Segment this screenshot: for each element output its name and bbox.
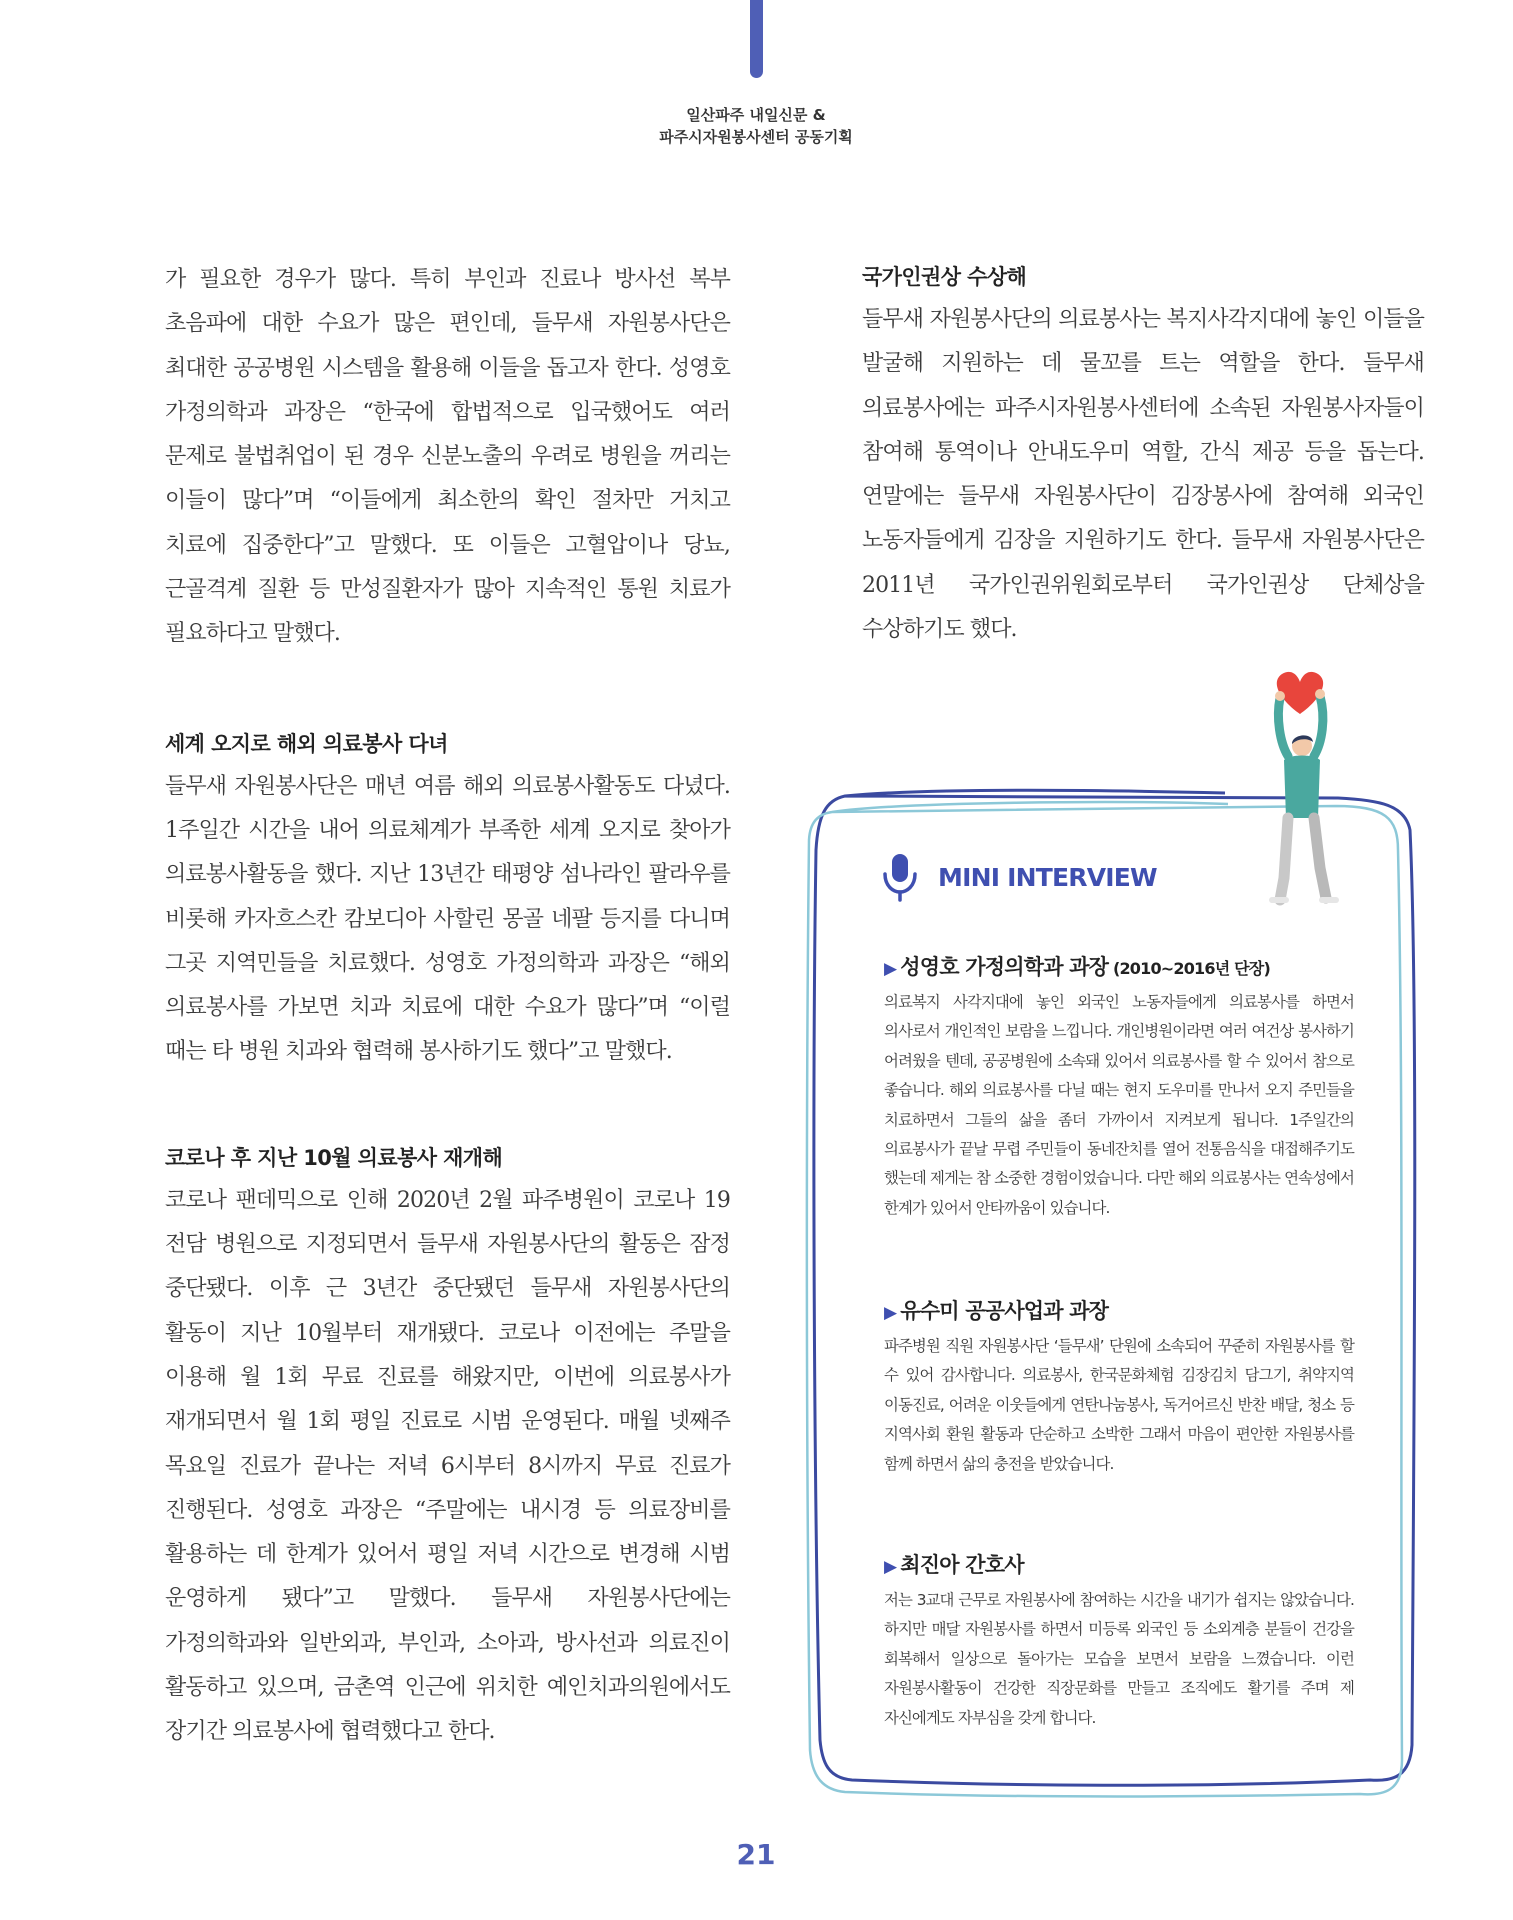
mini-interview-heading: MINI INTERVIEW: [938, 862, 1157, 892]
section-paragraph-resume: 코로나 팬데믹으로 인해 2020년 2월 파주병원이 코로나 19 전담 병원으로 지정되면서 들무새 자원봉사단의 활동은 잠정 중단됐다. 이후 근 3년간 중단됐던 들무새 자원봉사단의 활동이 지난 10월부터 재개됐다. 코로나 이전에는 주말을 이용해 월 1회 무료 진료를 해왔지만, 이번에 의료봉사가 재개되면서 월 1회 평일 진료로 시범 운영된다. 매월 넷째주 목요일 진료가 끝나는 저녁 6시부터 8시까지 무료 진료가 진행된다. 성영호 과장은 “주말에는 내시경 등 의료장비를 활용하는 데 한계가 있어서 평일 저녁 시간으로 변경해 시범 운영하게 됐다”고 말했다. 들무새 자원봉사단에는 가정의학과와 일반외과, 부인과, 소아과, 방사선과 의료진이 활동하고 있으며, 금촌역 인근에 위치한 예인치과의원에서도 장기간 의료봉사에 협력했다고 한다.: [165, 1187, 730, 1745]
interviewee-term: (2010~2016년 단장): [1108, 959, 1270, 978]
mini-interview-title: [880, 852, 1157, 902]
triangle-marker-icon: ▶: [884, 1303, 897, 1323]
interviewee-name-role: 최진아 간호사: [900, 1553, 1024, 1577]
section-heading-overseas: 세계 오지로 해외 의료봉사 다녀: [165, 731, 448, 756]
triangle-marker-icon: ▶: [884, 1557, 897, 1577]
interview-entry-2: [884, 1296, 1354, 1479]
section-paragraph-award: 들무새 자원봉사단의 의료봉사는 복지사각지대에 놓인 이들을 발굴해 지원하는 데 물꼬를 트는 역할을 한다. 들무새 의료봉사에는 파주시자원봉사센터에 소속된 자원봉사자들이 참여해 통역이나 안내도우미 역할, 간식 제공 등을 돕는다. 연말에는 들무새 자원봉사단이 김장봉사에 참여해 외국인 노동자들에게 김장을 지원하기도 한다. 들무새 자원봉사단은 2011년 국가인권위원회로부터 국가인권상 단체상을 수상하기도 했다.: [862, 307, 1424, 643]
triangle-marker-icon: ▶: [884, 959, 897, 979]
interview-answer: 파주병원 직원 자원봉사단 ‘들무새’ 단원에 소속되어 꾸준히 자원봉사를 할 수 있어 감사합니다. 의료봉사, 한국문화체험 김장김치 담그기, 취약지역 이동진료, 어려운 이웃들에게 연탄나눔봉사, 독거어르신 반찬 배달, 청소 등 지역사회 환원 활동과 단순하고 소박한 그래서 마음이 편안한 자원봉사를 함께 하면서 삶의 충전을 받았습니다.: [884, 1337, 1354, 1473]
person-holding-heart-icon: [1240, 668, 1360, 908]
top-accent-bar: [750, 0, 763, 78]
section-heading-resume: 코로나 후 지난 10월 의료봉사 재개해: [165, 1145, 503, 1170]
interview-entry-3: [884, 1550, 1354, 1733]
intro-paragraph: 가 필요한 경우가 많다. 특히 부인과 진료나 방사선 복부 초음파에 대한 수요가 많은 편인데, 들무새 자원봉사단은 최대한 공공병원 시스템을 활용해 이들을 돕고자 한다. 성영호 가정의학과 과장은 “한국에 합법적으로 입국했어도 여러 문제로 불법취업이 된 경우 신분노출의 우려로 병원을 꺼리는 이들이 많다”며 “이들에게 최소한의 확인 절차만 거치고 치료에 집중한다”고 말했다. 또 이들은 고혈압이나 당뇨, 근골격계 질환 등 만성질환자가 많아 지속적인 통원 치료가 필요하다고 말했다.: [165, 267, 730, 647]
interviewee-name-role: 성영호 가정의학과 과장: [900, 955, 1109, 979]
page-header: [556, 104, 956, 148]
left-column: [165, 258, 730, 1755]
header-line-2: 파주시자원봉사센터 공동기획: [659, 128, 853, 146]
interview-answer: 의료복지 사각지대에 놓인 외국인 노동자들에게 의료봉사를 하면서 의사로서 개인적인 보람을 느낍니다. 개인병원이라면 여러 여건상 봉사하기 어려웠을 텐데, 공공병원에 소속돼 있어서 의료봉사를 할 수 있어서 참으로 좋습니다. 해외 의료봉사를 다닐 때는 현지 도우미를 만나서 오지 주민들을 치료하면서 그들의 삶을 좀더 가까이서 지켜보게 됩니다. 1주일간의 의료봉사가 끝날 무렵 주민들이 동네잔치를 열어 전통음식을 대접해주기도 했는데 제게는 참 소중한 경험이었습니다. 다만 해외 의료봉사는 연속성에서 한계가 있어서 안타까움이 있습니다.: [884, 993, 1354, 1217]
interviewee-name-role: 유수미 공공사업과 과장: [900, 1299, 1109, 1323]
section-heading-award: 국가인권상 수상해: [862, 265, 1027, 289]
interview-answer: 저는 3교대 근무로 자원봉사에 참여하는 시간을 내기가 쉽지는 않았습니다. 하지만 매달 자원봉사를 하면서 미등록 외국인 등 소외계층 분들이 건강을 회복해서 일상으로 돌아가는 모습을 보면서 보람을 느꼈습니다. 이런 자원봉사활동이 건강한 직장문화를 만들고 조직에도 활기를 주며 제 자신에게도 자부심을 갖게 합니다.: [884, 1591, 1354, 1727]
interview-entry-1: [884, 952, 1354, 1223]
page-number: 21: [736, 1838, 776, 1871]
microphone-icon: [880, 852, 920, 902]
right-column: [862, 262, 1424, 652]
section-paragraph-overseas: 들무새 자원봉사단은 매년 여름 해외 의료봉사활동도 다녔다. 1주일간 시간을 내어 의료체계가 부족한 세계 오지로 찾아가 의료봉사활동을 했다. 지난 13년간 태평양 섬나라인 팔라우를 비롯해 카자흐스칸 캄보디아 사할린 몽골 네팔 등지를 다니며 그곳 지역민들을 치료했다. 성영호 가정의학과 과장은 “해외 의료봉사를 가보면 치과 치료에 대한 수요가 많다”며 “이럴 때는 타 병원 치과와 협력해 봉사하기도 했다”고 말했다.: [165, 773, 730, 1065]
header-line-1: 일산파주 내일신문 &: [686, 106, 826, 124]
